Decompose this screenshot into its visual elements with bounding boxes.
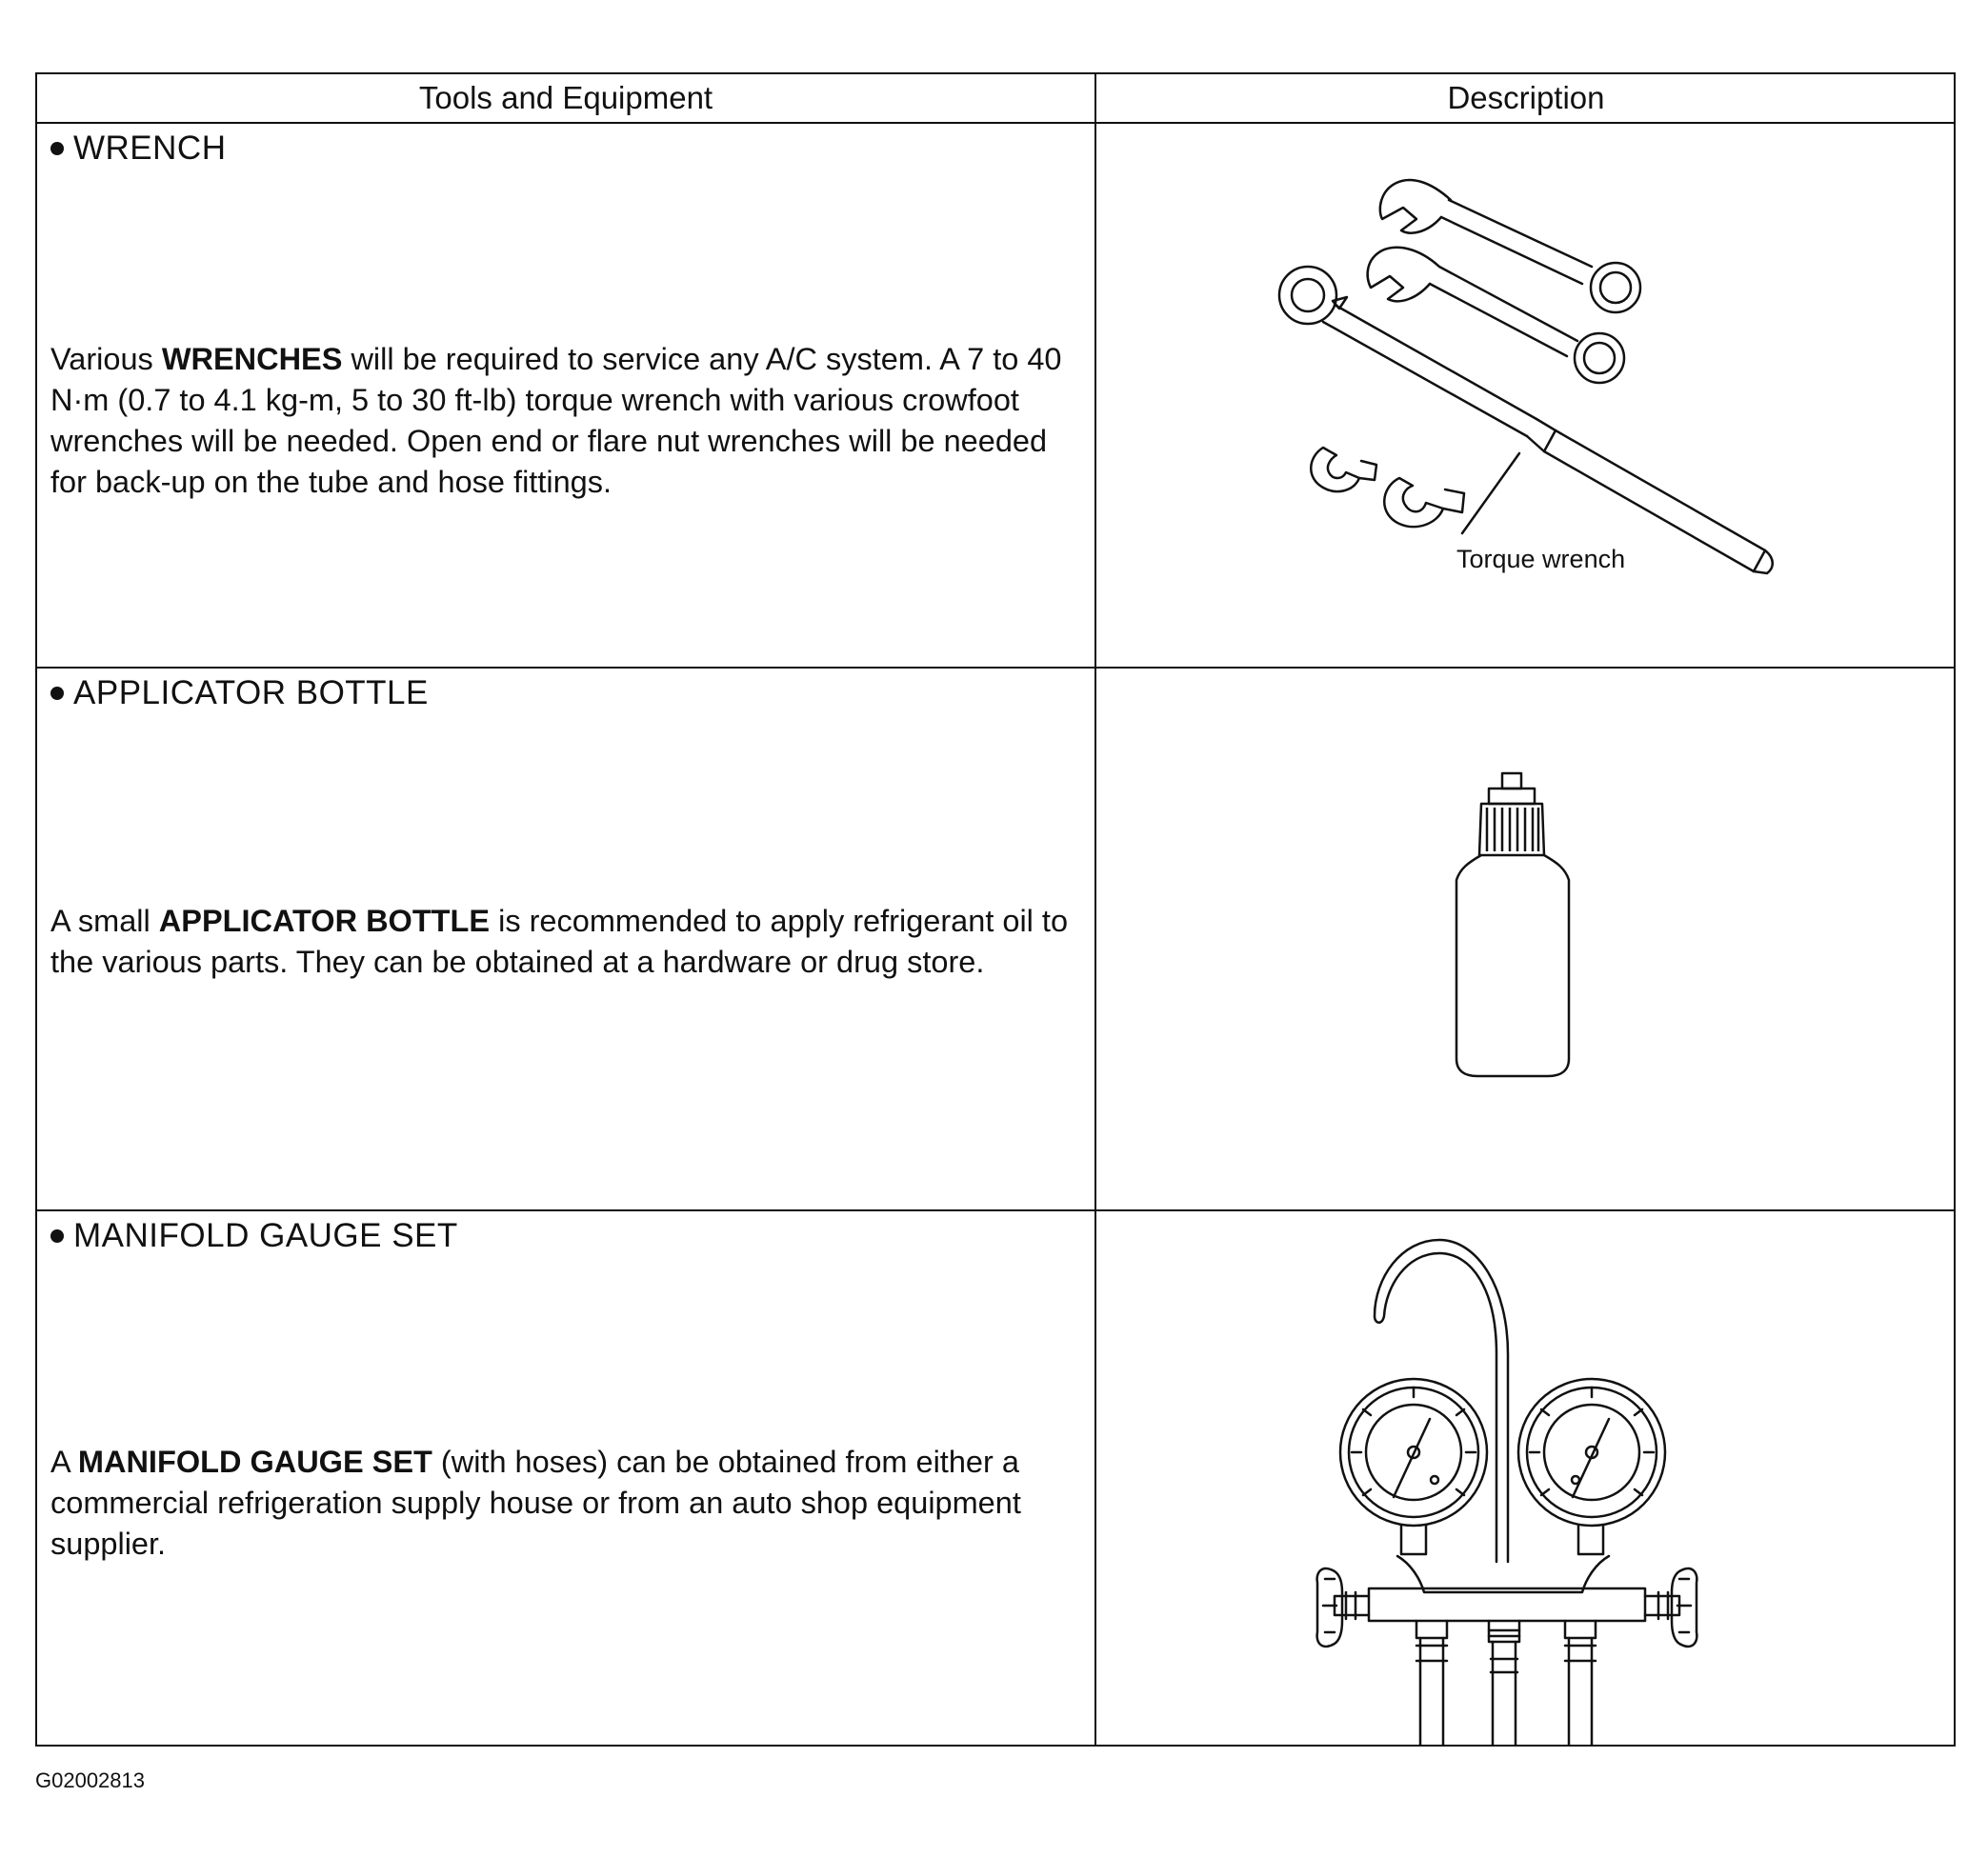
- wrench-set-illustration: [1096, 124, 1956, 667]
- tool-description-bold: APPLICATOR BOTTLE: [158, 904, 491, 938]
- manifold-gauge-set-illustration: [1096, 1211, 1956, 1747]
- applicator-bottle-illustration: [1096, 669, 1956, 1209]
- tool-name-wrench: [50, 130, 226, 168]
- tool-description-bold: WRENCHES: [161, 342, 343, 376]
- hose-icon: [1489, 1621, 1519, 1745]
- bullet-icon: [50, 687, 64, 700]
- tool-description-applicator-bottle: A small APPLICATOR BOTTLE is recommended to apply refrigerant oil to the various parts. They can be obtained at a hardware or drug store.: [50, 904, 1069, 979]
- applicator-bottle-icon: [1456, 773, 1569, 1076]
- tool-description-bold: MANIFOLD GAUGE SET: [77, 1445, 432, 1479]
- tool-name-applicator-bottle: [50, 674, 429, 712]
- tool-description-manifold-gauge-set: A MANIFOLD GAUGE SET (with hoses) can be obtained from either a commercial refrigeration supply house or from an auto shop equipment supplier.: [50, 1445, 1021, 1561]
- tool-name-manifold-gauge-set: [50, 1217, 458, 1255]
- high-pressure-gauge-icon: [1518, 1379, 1665, 1554]
- tool-name-text: WRENCH: [73, 130, 227, 167]
- bullet-icon: [50, 142, 64, 155]
- bullet-icon: [50, 1229, 64, 1243]
- crowfoot-wrench-icon: [1311, 448, 1376, 491]
- low-pressure-gauge-icon: [1340, 1379, 1487, 1554]
- tool-name-text: MANIFOLD GAUGE SET: [73, 1217, 458, 1254]
- table-row-wrench: [37, 124, 1954, 667]
- hose-icon: [1565, 1621, 1596, 1745]
- hose-icon: [1416, 1621, 1447, 1745]
- table-row-manifold-gauge-set: [37, 1209, 1954, 1747]
- table-header-row: [37, 74, 1954, 124]
- combination-wrench-icon: [1368, 248, 1624, 383]
- callout-leader-line: [1462, 453, 1519, 533]
- valve-knob-icon: [1317, 1568, 1342, 1647]
- torque-wrench-callout: Torque wrench: [1456, 545, 1626, 573]
- valve-knob-icon: [1672, 1568, 1697, 1647]
- header-description: Description: [1447, 80, 1605, 115]
- table-row-applicator-bottle: [37, 667, 1954, 1209]
- figure-id: G02002813: [35, 1768, 145, 1792]
- tools-table: [35, 72, 1956, 1747]
- header-tools-and-equipment: Tools and Equipment: [418, 80, 713, 115]
- manifold-body-icon: [1335, 1556, 1679, 1621]
- tool-description-wrench: Various WRENCHES will be required to service any A/C system. A 7 to 40 N·m (0.7 to 4.1 kg-m, 5 to 30 ft-lb) torque wrench with various crowfoot wrenches will be needed. Open end or flare nut wrenches will be needed for back-up on the tube and hose fittings.: [50, 342, 1062, 499]
- crowfoot-wrench-icon: [1384, 478, 1464, 527]
- tool-name-text: APPLICATOR BOTTLE: [73, 674, 429, 711]
